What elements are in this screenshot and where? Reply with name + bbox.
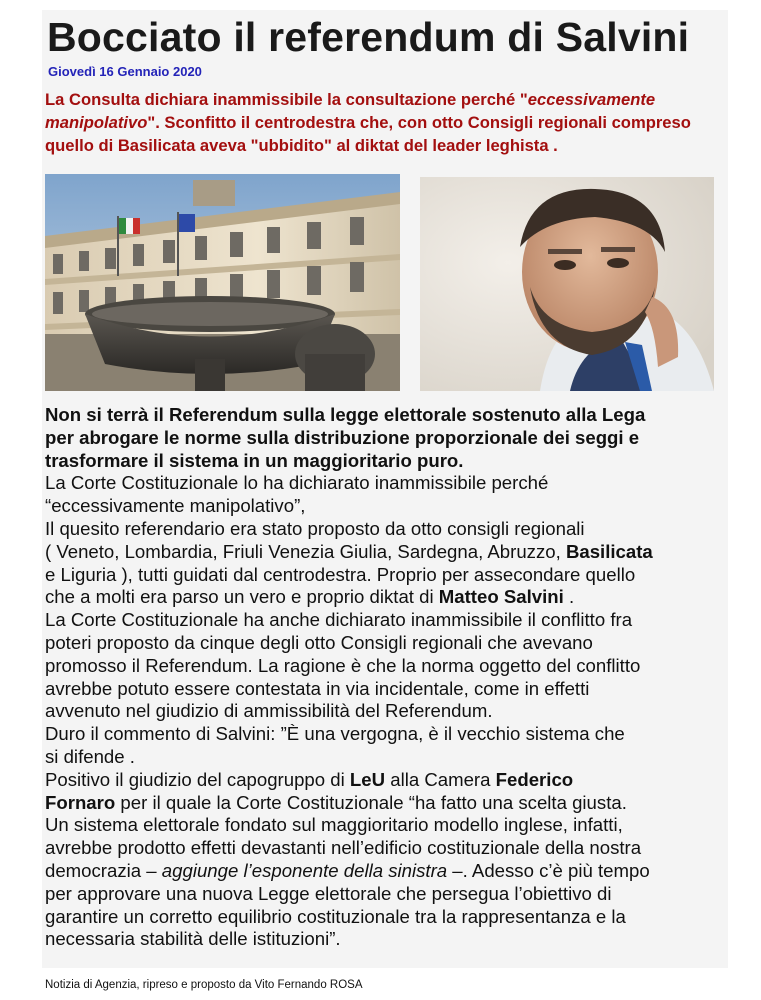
intro-line: Non si terrà il Referendum sulla legge elettorale sostenuto alla Lega [45, 404, 646, 425]
body-bold: Fornaro [45, 791, 116, 813]
lead-text: quello di Basilicata aveva "ubbidito" al diktat del leader leghista . [45, 136, 558, 155]
body-line: garantire un corretto equilibrio costituzionale tra la rappresentanza e la [45, 905, 626, 927]
source-credit: Notizia di Agenzia, ripreso e proposto da Vito Fernando ROSA [45, 979, 363, 991]
lead-text: La Consulta dichiara inammissibile la consultazione perché " [45, 90, 528, 109]
body-line: “eccessivamente manipolativo”, [45, 495, 306, 517]
body-line: Il quesito referendario era stato proposto da otto consigli regionali [45, 517, 585, 539]
body-text: alla Camera [385, 768, 496, 790]
body-bold: Matteo Salvini [438, 586, 564, 608]
intro-line: trasformare il sistema in un maggioritario puro. [45, 449, 464, 471]
body-line: si difende . [45, 745, 135, 767]
body-line: necessaria stabilità delle istituzioni”. [45, 928, 341, 950]
body-bold: Basilicata [565, 540, 653, 562]
body-line: e Liguria ), tutti guidati dal centrodestra. Proprio per assecondare quello [45, 563, 636, 585]
lead-paragraph [45, 88, 735, 157]
body-line: Un sistema elettorale fondato sul maggioritario modello inglese, infatti, [45, 814, 623, 836]
lead-emphasis: eccessivamente [527, 90, 656, 109]
body-bold: LeU [349, 768, 386, 790]
body-line: La Corte Costituzionale ha anche dichiarato inammissibile il conflitto fra [45, 609, 633, 631]
article-body [45, 404, 735, 951]
body-text: che a molti era parso un vero e proprio diktat di [45, 586, 439, 608]
intro-line: per abrogare le norme sulla distribuzione proporzionale dei seggi e [45, 426, 640, 448]
body-line [45, 860, 735, 883]
body-line [45, 792, 735, 815]
body-text: Positivo il giudizio del capogruppo di [45, 768, 350, 790]
body-text: –. Adesso c’è più tempo [447, 859, 650, 881]
article-intro [45, 404, 735, 472]
body-text: per il quale la Corte Costituzionale “ha fatto una scelta giusta. [115, 791, 627, 813]
body-bold: Federico [495, 768, 574, 790]
body-text: . [563, 586, 575, 608]
body-italic: aggiunge l’esponente della sinistra [161, 859, 448, 881]
article-date: Giovedì 16 Gennaio 2020 [48, 64, 202, 79]
body-line: per approvare una nuova Legge elettorale che persegua l’obiettivo di [45, 882, 612, 904]
body-line: avvenuto nel giudizio di ammissibilità del Referendum. [45, 700, 493, 722]
lead-text: ". Sconfitto il centrodestra che, con otto Consigli regionali compreso [147, 113, 691, 132]
body-line: Duro il commento di Salvini: ”È una vergogna, è il vecchio sistema che [45, 723, 625, 745]
headline: Bocciato il referendum di Salvini [47, 14, 690, 60]
body-text: ( Veneto, Lombardia, Friuli Venezia Giulia, Sardegna, Abruzzo, [45, 540, 566, 562]
palace-photo [45, 174, 400, 391]
body-line: promosso il Referendum. La ragione è che la norma oggetto del conflitto [45, 654, 641, 676]
body-line: poteri proposto da cinque degli otto Consigli regionali che avevano [45, 631, 593, 653]
salvini-portrait-photo [420, 177, 714, 391]
body-line [45, 769, 735, 792]
body-text: democrazia – [45, 859, 162, 881]
body-line [45, 586, 735, 609]
body-line [45, 541, 735, 564]
body-line: avrebbe potuto essere contestata in via incidentale, come in effetti [45, 677, 590, 699]
lead-emphasis: manipolativo [45, 113, 148, 132]
body-line: La Corte Costituzionale lo ha dichiarato inammissibile perché [45, 472, 549, 494]
body-line: avrebbe prodotto effetti devastanti nell’edificio costituzionale della nostra [45, 837, 642, 859]
